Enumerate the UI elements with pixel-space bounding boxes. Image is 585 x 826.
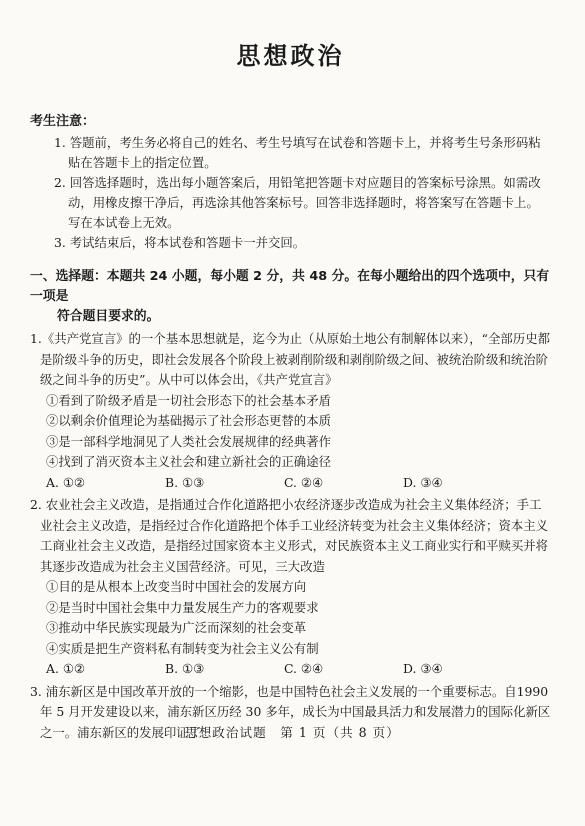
choice-a: A. ①② [46,474,86,490]
statement-option: ④找到了消灭资本主义社会和建立新社会的正确途径 [46,454,331,469]
statement-option: ②以剩余价值理论为基础揭示了社会形态更替的本质 [46,413,331,428]
question-1 [30,329,551,493]
statement-option: ①目的是从根本上改变当时中国社会的发展方向 [46,579,307,594]
section-line: 符合题目要求的。 [57,309,160,324]
statement-option: ③推动中华民族实现最为广泛而深刻的社会变革 [46,620,307,635]
choice-c: C. ②④ [284,661,324,676]
choice-d: D. ③④ [403,661,443,676]
notice-heading: 考生注意： [30,114,96,129]
notice-item: 2. 回答选择题时，选出每小题答案后，用铅笔把答题卡对应题目的答案标号涂黑。如需改动，用橡皮擦干净后，再选涂其他答案标号。回答非选择题时，将答案写在答题卡上。写在本试卷上无效。 [54,175,541,230]
answer-choices [30,473,551,494]
question-stem: 3. 浦东新区是中国改革开放的一个缩影，也是中国特色社会主义发展的一个重要标志。自1990 年 5 月开发建设以来，浦东新区历经 30 多年，成长为中国最具活力和发展潜力的国际化新区之一。浦东新区的发展印证了 [30,683,551,740]
answer-choices [30,659,551,680]
question-stem: 2. 农业社会主义改造，是指通过合作化道路把小农经济逐步改造成为社会主义集体经济；手工业社会主义改造，是指经过合作化道路把个体手工业经济转变为社会主义集体经济；资本主义工商业社会主义改造，是指经过国家资本主义形式，对民族资本主义工商业实行和平赎买并将其逐步改造成为社会主义国营经济。可见，三大改造 [30,497,549,574]
choice-a: A. ①② [46,661,86,676]
page-title: 思想政治 [236,42,345,70]
notice-list [30,133,551,253]
notice-item: 1. 答题前，考生务必将自己的姓名、考生号填写在试卷和答题卡上，并将考生号条形码粘贴在答题卡上的指定位置。 [54,135,541,170]
statement-option: ①看到了阶级矛盾是一切社会形态下的社会基本矛盾 [46,392,331,408]
section-line: 一、选择题：本题共 24 小题，每小题 2 分，共 48 分。在每小题给出的四个选项中，只有一项是 [30,269,550,304]
choice-b: B. ①③ [165,474,205,490]
notice-item: 3. 考试结束后，将本试卷和答题卡一并交回。 [54,235,306,250]
section-header [30,267,551,327]
statement-option: ②是当时中国社会集中力量发展生产力的客观要求 [46,599,319,615]
page-footer: 思想政治试题 第 1 页（共 8 页） [185,725,400,740]
choice-c: C. ②④ [284,474,324,490]
statement-option: ④实质是把生产资料私有制转变为社会主义公有制 [46,640,319,656]
question-stem: 1.《共产党宣言》的一个基本思想就是，迄今为止（从原始土地公有制解体以来），“全部历史都是阶级斗争的历史，即社会发展各个阶段上被剥削阶级和剥削阶级之间、被统治阶级和统治阶级之间斗争的历史”。从中可以体会出，《共产党宣言》 [30,331,550,387]
choice-d: D. ③④ [403,474,443,490]
choice-b: B. ①③ [165,661,205,676]
question-2 [30,495,551,680]
statement-option: ③是一部科学地洞见了人类社会发展规律的经典著作 [46,433,331,449]
